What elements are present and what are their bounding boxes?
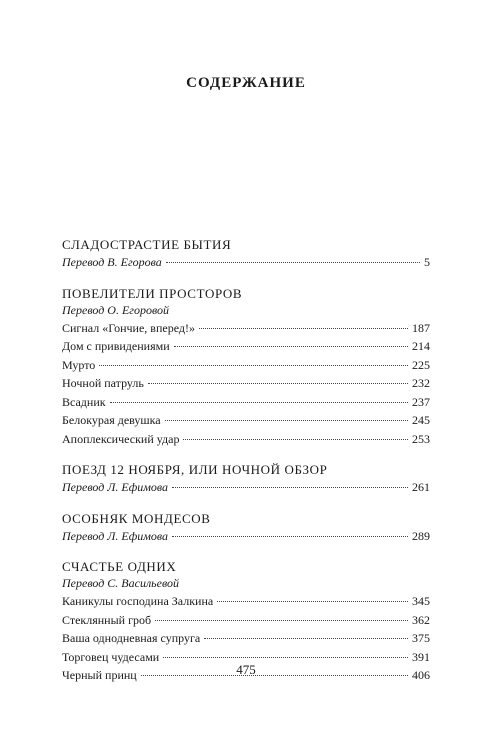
dot-leader [174,346,408,347]
dot-leader [183,439,408,440]
toc-entry[interactable] [62,629,430,648]
entry-label: Торговец чудесами [62,649,160,664]
page-title: СОДЕРЖАНИЕ [186,75,306,91]
entry-label: Дом с привидениями [62,339,170,353]
toc-entry-translator[interactable] [62,527,430,546]
entry-page: 5 [424,255,430,269]
entry-page: 375 [412,631,430,645]
section-title: ПОЕЗД 12 НОЯБРЯ, ИЛИ НОЧНОЙ ОБЗОР [62,462,328,477]
table-of-contents [62,236,430,698]
entry-page: 253 [412,431,430,446]
dot-leader [172,487,408,488]
dot-leader [110,402,408,403]
entry-page: 345 [412,594,430,608]
toc-section [62,285,430,449]
entry-page: 245 [412,413,430,427]
entry-page: 289 [412,528,430,543]
toc-entry-translator[interactable] [62,253,430,272]
entry-page: 261 [412,480,430,494]
entry-page: 232 [412,376,430,390]
toc-section [62,461,430,497]
dot-leader [155,620,408,621]
dot-leader [148,383,408,384]
dot-leader [217,601,408,602]
entry-label: Стеклянный гроб [62,612,152,627]
dot-leader [199,328,408,329]
entry-label: Мурто [62,357,96,372]
section-title: ОСОБНЯК МОНДЕСОВ [62,510,211,526]
dot-leader [99,365,408,366]
entry-page: 406 [412,668,430,682]
entry-page: 214 [412,339,430,353]
entry-label: Черный принц [62,668,137,682]
translator-credit: Перевод О. Егоровой [62,302,170,317]
toc-entry[interactable] [62,337,430,356]
toc-entry[interactable] [62,611,430,630]
entry-label: Перевод Л. Ефимова [62,480,169,494]
entry-label: Каникулы господина Залкина [62,594,214,608]
toc-entry[interactable] [62,393,430,412]
entry-label: Белокурая девушка [62,413,161,427]
toc-entry[interactable] [62,592,430,611]
section-title: СЧАСТЬЕ ОДНИХ [62,559,177,574]
dot-leader [204,638,408,639]
dot-leader [166,262,420,263]
toc-entry-translator[interactable] [62,478,430,497]
dot-leader [165,420,408,421]
translator-credit: Перевод С. Васильевой [62,576,180,590]
entry-page: 362 [412,612,430,627]
entry-page: 391 [412,649,430,664]
dot-leader [163,657,408,658]
toc-section [62,510,430,546]
entry-label: Всадник [62,394,106,409]
toc-entry[interactable] [62,430,430,449]
entry-label: Ночной патруль [62,376,144,390]
entry-label: Ваша однодневная супруга [62,631,201,645]
entry-label: Сигнал «Гончие, вперед!» [62,320,195,335]
section-title: СЛАДОСТРАСТИЕ БЫТИЯ [62,237,232,252]
page-number: 475 [236,662,256,677]
entry-label: Апоплексический удар [62,431,180,446]
entry-page: 237 [412,394,430,409]
toc-entry[interactable] [62,356,430,375]
dot-leader [172,536,408,537]
toc-entry[interactable] [62,319,430,338]
toc-entry[interactable] [62,374,430,393]
section-title: ПОВЕЛИТЕЛИ ПРОСТОРОВ [62,285,243,301]
toc-section [62,236,430,272]
entry-label: Перевод Л. Ефимова [62,528,169,543]
entry-label: Перевод В. Егорова [62,255,162,269]
toc-entry[interactable] [62,411,430,430]
entry-page: 225 [412,357,430,372]
entry-page: 187 [412,320,430,335]
